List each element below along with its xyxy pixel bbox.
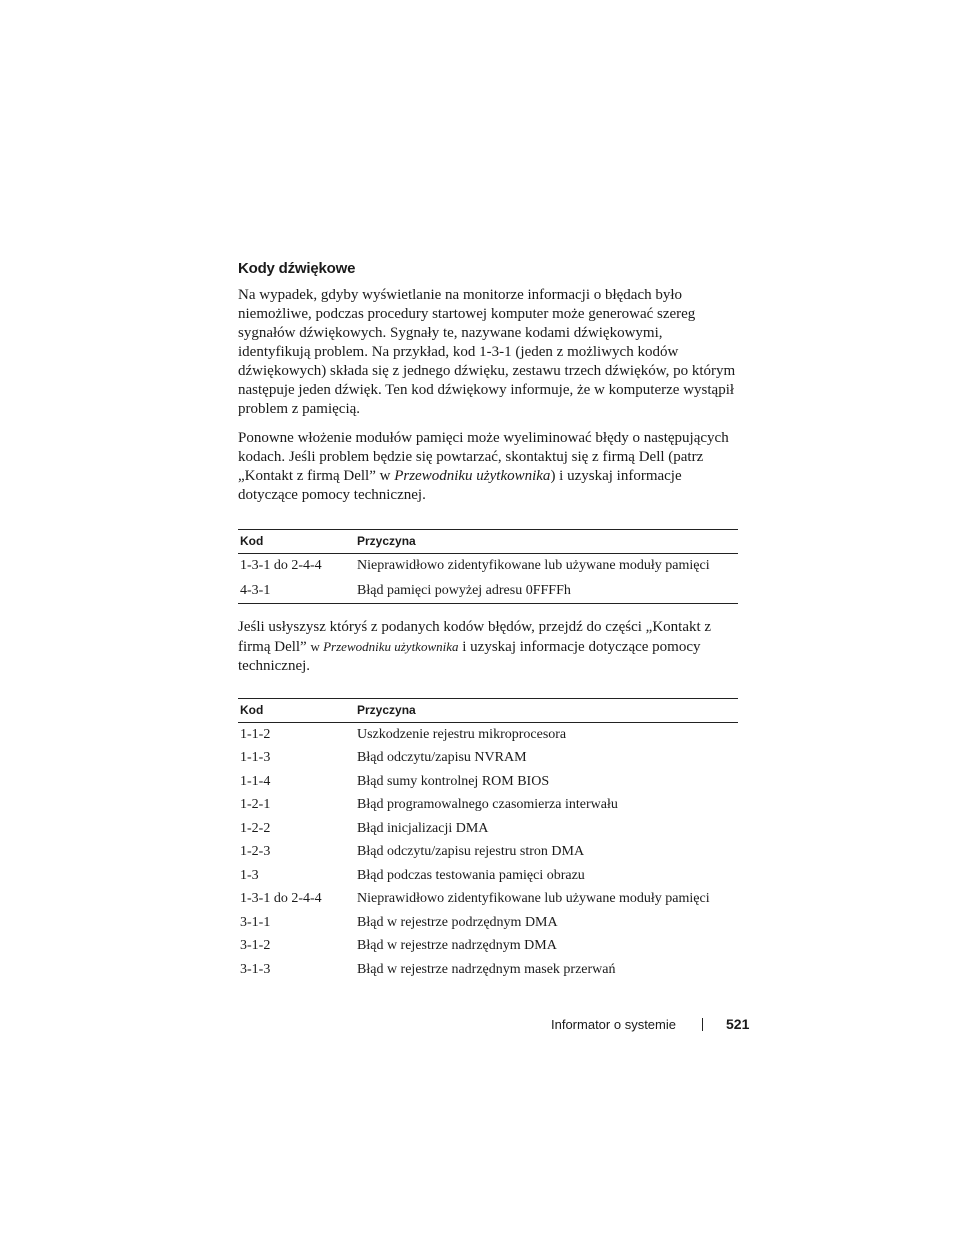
footer-section-title: Informator o systemie bbox=[551, 1016, 676, 1032]
paragraph-text: w bbox=[310, 639, 324, 654]
system-beep-codes-table bbox=[238, 698, 738, 982]
column-header-cause: Przyczyna bbox=[355, 699, 738, 723]
column-header-cause: Przyczyna bbox=[355, 530, 738, 554]
user-guide-reference: Przewodniku użytkownika bbox=[323, 639, 459, 654]
paragraph-text: Ponowne włożenie modułów pamięci może wyeliminować błędy o następujących kodach. Jeśli problem będzie się powtarzać, skontaktuj się z firmą Dell (patrz „Kontakt z firmą Dell” w bbox=[238, 430, 729, 484]
table-row bbox=[238, 579, 738, 604]
page-content bbox=[238, 260, 738, 982]
code-cell: 1-2-1 bbox=[240, 797, 271, 813]
table-header-row bbox=[238, 530, 738, 554]
code-cell: 3-1-2 bbox=[240, 938, 271, 954]
code-cell: 3-1-1 bbox=[240, 914, 271, 930]
table-row bbox=[238, 958, 738, 982]
cause-cell: Błąd sumy kontrolnej ROM BIOS bbox=[357, 773, 550, 789]
code-cell: 1-3-1 do 2-4-4 bbox=[240, 891, 322, 907]
cause-cell: Błąd w rejestrze nadrzędnym masek przerwań bbox=[357, 961, 616, 977]
page-number: 521 bbox=[726, 1016, 750, 1032]
table-row bbox=[238, 888, 738, 912]
cause-cell: Nieprawidłowo zidentyfikowane lub używane moduły pamięci bbox=[357, 891, 710, 907]
table-row bbox=[238, 770, 738, 794]
cause-cell: Błąd inicjalizacji DMA bbox=[357, 820, 489, 836]
table-row bbox=[238, 747, 738, 771]
code-cell: 1-2-2 bbox=[240, 820, 271, 836]
code-cell: 4-3-1 bbox=[238, 579, 355, 604]
paragraph-text: i uzyskaj informacje dotyczące pomocy technicznej. bbox=[238, 639, 701, 674]
code-cell: 3-1-3 bbox=[240, 961, 271, 977]
contact-dell-paragraph bbox=[238, 618, 738, 676]
cause-cell: Błąd odczytu/zapisu rejestru stron DMA bbox=[357, 844, 585, 860]
table-row bbox=[238, 723, 738, 747]
intro-paragraph: Na wypadek, gdyby wyświetlanie na monitorze informacji o błędach było niemożliwe, podczas procedury startowej komputer może generować szereg sygnałów dźwiękowych. Sygnały te, nazywane kodami dźwiękowymi, identyfikują problem. Na przykład, kod 1-3-1 (jeden z możliwych kodów dźwiękowych) składa się z jednego dźwięku, zestawu trzech dźwięków, po którym następuje jeden dźwięk. Ten kod dźwiękowy informuje, że w komputerze wystąpił problem z pamięcią. bbox=[238, 287, 736, 417]
reseat-memory-paragraph bbox=[238, 429, 738, 505]
column-header-code: Kod bbox=[238, 699, 355, 723]
table-row bbox=[238, 817, 738, 841]
paragraph-text: Jeśli usłyszysz któryś z podanych kodów błędów, przejdź do części „Kontakt z firmą Dell” bbox=[238, 619, 712, 655]
cause-cell: Błąd programowalnego czasomierza interwału bbox=[357, 797, 618, 813]
section-heading: Kody dźwiękowe bbox=[238, 260, 356, 277]
paragraph-text: ) i uzyskaj informacje dotyczące pomocy technicznej. bbox=[238, 468, 682, 503]
code-cell: 1-2-3 bbox=[240, 844, 271, 860]
code-cell: 1-1-3 bbox=[240, 750, 271, 766]
table-row bbox=[238, 794, 738, 818]
cause-cell: Błąd w rejestrze nadrzędnym DMA bbox=[357, 938, 557, 954]
code-cell: 1-1-4 bbox=[240, 773, 271, 789]
cause-cell: Błąd pamięci powyżej adresu 0FFFFh bbox=[355, 579, 738, 604]
code-cell: 1-3-1 do 2-4-4 bbox=[240, 558, 322, 574]
code-cell: 1-3 bbox=[240, 867, 259, 883]
table-row bbox=[238, 864, 738, 888]
column-header-code: Kod bbox=[238, 530, 355, 554]
table-row bbox=[238, 554, 738, 579]
page-footer bbox=[551, 1016, 749, 1032]
table-row bbox=[238, 935, 738, 959]
table-row bbox=[238, 911, 738, 935]
cause-cell: Błąd w rejestrze podrzędnym DMA bbox=[357, 914, 558, 930]
cause-cell: Uszkodzenie rejestru mikroprocesora bbox=[357, 726, 567, 742]
footer-divider bbox=[702, 1018, 703, 1031]
cause-cell: Błąd odczytu/zapisu NVRAM bbox=[357, 750, 527, 766]
code-cell: 1-1-2 bbox=[240, 726, 271, 742]
table-row bbox=[238, 841, 738, 865]
user-guide-reference: Przewodniku użytkownika bbox=[394, 468, 551, 484]
cause-cell: Nieprawidłowo zidentyfikowane lub używane moduły pamięci bbox=[357, 558, 710, 574]
table-header-row bbox=[238, 699, 738, 723]
cause-cell: Błąd podczas testowania pamięci obrazu bbox=[357, 867, 585, 883]
memory-beep-codes-table bbox=[238, 529, 738, 604]
